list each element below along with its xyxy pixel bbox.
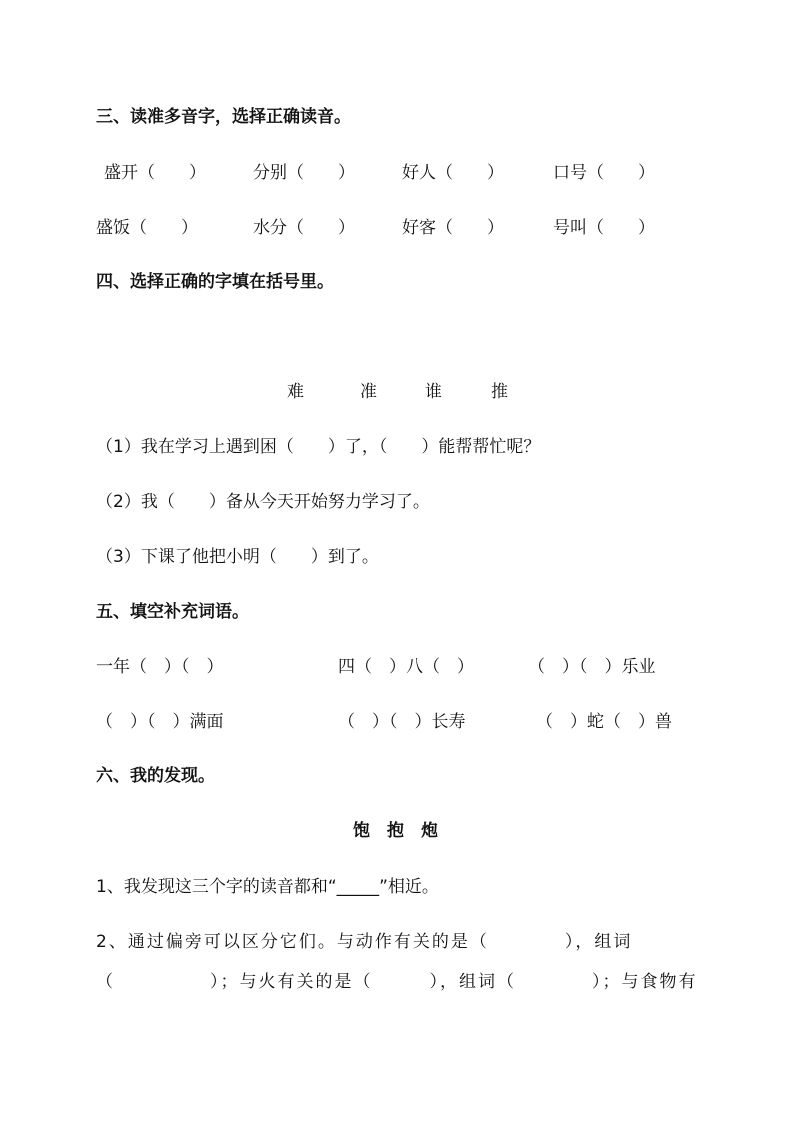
polyphone-item: 好客（ ）	[402, 218, 504, 238]
polyphone-item: 分别（ ）	[253, 163, 355, 183]
idiom-item: 四（ ）八（ ）	[338, 657, 474, 677]
polyphone-item: 盛开（ ）	[104, 163, 206, 183]
discovery-question-1: 1、我发现这三个字的读音都和“_____”相近。	[96, 877, 439, 897]
discovery-chars: 饱 抱 炮	[353, 821, 438, 841]
discovery-question-2-line-1: 2、通过偏旁可以区分它们。与动作有关的是（ ），组词	[96, 932, 633, 952]
choice-char: 推	[491, 382, 508, 402]
polyphone-item: 盛饭（ ）	[96, 218, 198, 238]
section-4-title: 四、选择正确的字填在括号里。	[96, 272, 334, 292]
fill-question: （1）我在学习上遇到困（ ）了，（ ）能帮帮忙呢？	[96, 437, 541, 457]
choice-char: 谁	[425, 382, 442, 402]
idiom-item: （ ）（ ）乐业	[528, 657, 656, 677]
discovery-question-2-line-2: （ ）；与火有关的是（ ），组词（ ）；与食物有	[96, 972, 698, 992]
idiom-item: 一年（ ）（ ）	[96, 657, 224, 677]
choice-char: 准	[360, 382, 377, 402]
polyphone-item: 号叫（ ）	[553, 218, 655, 238]
idiom-item: （ ）（ ）长寿	[338, 712, 466, 732]
section-6-title: 六、我的发现。	[96, 766, 215, 786]
idiom-item: （ ）（ ）满面	[96, 712, 224, 732]
section-3-title: 三、读准多音字，选择正确读音。	[96, 107, 351, 127]
polyphone-item: 好人（ ）	[402, 163, 504, 183]
idiom-item: （ ）蛇（ ）兽	[536, 712, 672, 732]
fill-question: （3）下课了他把小明（ ）到了。	[96, 547, 379, 567]
fill-question: （2）我（ ）备从今天开始努力学习了。	[96, 492, 430, 512]
section-5-title: 五、填空补充词语。	[96, 602, 249, 622]
polyphone-item: 口号（ ）	[553, 163, 655, 183]
polyphone-item: 水分（ ）	[253, 218, 355, 238]
choice-char: 难	[287, 382, 304, 402]
